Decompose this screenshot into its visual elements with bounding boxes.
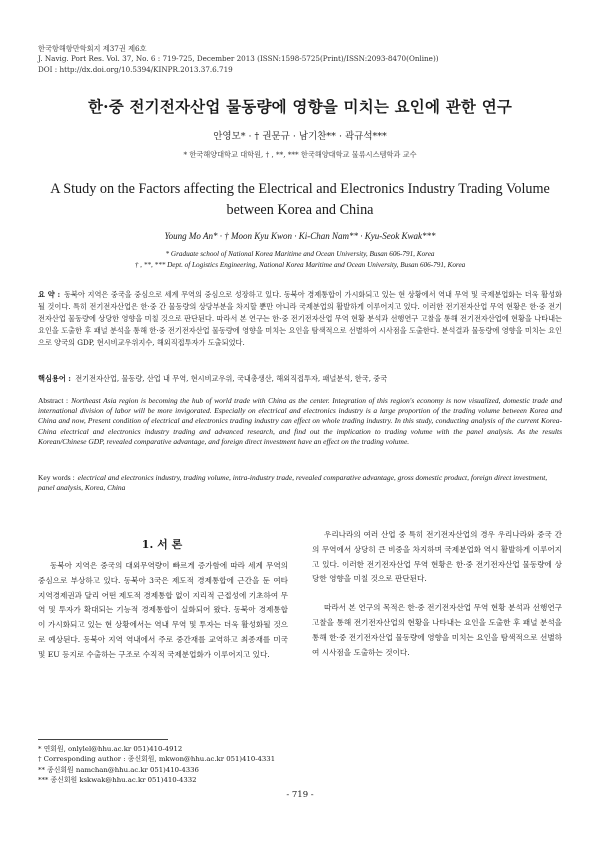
- korean-keywords-label: 핵심용어 :: [38, 374, 71, 383]
- body-paragraph: 따라서 본 연구의 목적은 한·중 전기전자산업 무역 현황 분석과 선행연구 고찰을 통해 전기전자산업의 현황을 나타내는 요인을 도출한 후 패널 분석을 통해 한·중 전기전자산업 물동량에 영향을 미치는 요인을 탐색적으로 선별하여 시사점을 도출하는 것이다.: [312, 603, 562, 657]
- journal-header-citation: J. Navig. Port Res. Vol. 37, No. 6 : 719-725, December 2013 (ISSN:1598-5725(Print)/ISSN:2093-8470(Online)): [38, 54, 439, 64]
- english-abstract-label: Abstract :: [38, 396, 69, 405]
- korean-keywords-text: 전기전자산업, 물동량, 산업 내 무역, 현시비교우위, 국내총생산, 해외직접투자, 패널분석, 한국, 중국: [75, 374, 388, 383]
- section-heading-introduction: 1. 서 론: [141, 538, 183, 551]
- footnote-item: * 연회원, onlylel@hhu.ac.kr 051)410-4912: [38, 745, 183, 753]
- korean-authors: 안영모* · † 권문규 · 남기찬** · 곽규석***: [213, 131, 387, 142]
- korean-title: 한·중 전기전자산업 물동량에 영향을 미치는 요인에 관한 연구: [87, 97, 513, 116]
- footnote-divider: [38, 739, 168, 740]
- body-paragraph: 우리나라의 여러 산업 중 특히 전기전자산업의 경우 우리나라와 중국 간의 무역에서 상당히 큰 비중을 차지하며 국제분업화 역시 활발하게 이루어지고 있다. 이러한 전기전자산업 무역 현황은 한·중 전기전자산업 물동량에 상당한 영향을 미칠 것으로 판단된다.: [312, 530, 562, 584]
- korean-affiliation: * 한국해양대학교 대학원, † , **, *** 한국해양대학교 물류시스템학과 교수: [183, 150, 417, 159]
- english-keywords-label: Key words :: [38, 473, 75, 482]
- english-affiliation: [0, 249, 600, 270]
- english-affiliation-line2: † , **, *** Dept. of Logistics Engineering, National Korea Maritime and Ocean University, Busan 606-791, Korea: [134, 260, 466, 269]
- footnote-item: † Corresponding author : 종신회원, mkwon@hhu.ac.kr 051)410-4331: [38, 755, 276, 764]
- page-number: - 719 -: [286, 790, 314, 800]
- journal-header-korean: 한국항해항만학회지 제37권 제6호: [38, 44, 147, 53]
- body-column-left: [38, 559, 288, 663]
- journal-header-doi: DOI : http://dx.doi.org/10.5394/KINPR.2013.37.6.719: [38, 64, 233, 74]
- footnote-item: *** 종신회원 kskwak@hhu.ac.kr 051)410-4332: [38, 776, 197, 785]
- english-keywords-text: electrical and electronics industry, trading volume, intra-industry trade, revealed comparative advantage, gross domestic product, foreign direct investment, panel analysis, Korea, China: [38, 473, 548, 493]
- journal-header: [38, 44, 439, 75]
- english-keywords: [38, 473, 562, 493]
- english-affiliation-line1: * Graduate school of National Korea Maritime and Ocean University, Busan 606-791, Korea: [165, 250, 435, 258]
- footnote-item: ** 종신회원 namchan@hhu.ac.kr 051)410-4336: [38, 765, 199, 774]
- english-authors: Young Mo An* · † Moon Kyu Kwon · Ki-Chan Nam** · Kyu-Seok Kwak***: [164, 231, 436, 241]
- body-column-right: [312, 528, 562, 660]
- korean-abstract-label: 요 약 :: [38, 290, 61, 299]
- english-abstract-text: Northeast Asia region is becoming the hub of world trade with China as the center. Integration of this region's economy is now visualized, domestic trade and international division of labor will be more invigorated. Especially on electrical and electronics industry is a large proportion of the trading volume between Korea and China and now, Present condition of electrical and electronics trading industry can effect on whole trading industry. In this study, conducting analysis of the current Korea-China electrical and electronics industry trading and advanced research, and find out the implication to trading volume with the panel analysis. As the results Korean/Chinese GDP, revealed comparative advantage, and foreign direct investment have an effect on the trading volume.: [38, 396, 562, 446]
- korean-abstract: [38, 289, 562, 349]
- english-title: A Study on the Factors affecting the Electrical and Electronics Industry Trading Volume between Korea and China: [50, 181, 550, 218]
- korean-keywords: [38, 373, 562, 385]
- body-paragraph: 동북아 지역은 중국의 대외무역량이 빠르게 증가함에 따라 세계 무역의 중심으로 부상하고 있다. 동북아 3국은 제도적 경제통합에 근간을 둔 여타 지역경제권과 달리 어떤 제도적 경제통합 없이 지리적 근접성에 기초하여 무역 및 투자가 확대되는 기능적 경제통합이 실화되어 왔다. 동북아 경제통합이 가시화되고 있는 현 상황에서는 역내 무역 및 투자는 더욱 활성화될 것으로 예상된다. 동북아 지역 역내에서 주로 중간재를 교역하고 최종재를 미국 및 EU 등지로 수출하는 구조로 수직적 국제분업화가 이루어지고 있다.: [38, 561, 288, 659]
- footnotes: [38, 744, 275, 786]
- english-abstract: [38, 396, 562, 447]
- korean-abstract-text: 동북아 지역은 중국을 중심으로 세계 무역의 중심으로 성장하고 있다. 동북아 경제통합이 가시화되고 있는 현 상황에서 역내 무역 및 국제분업화는 더욱 활성화될 것이다. 특히 전기전자산업은 한·중 간 물동량의 상당부분을 차지할 뿐만 아니라 국제분업의 활발하게 이루어지고 있다. 이러한 전기전자산업 무역 현황은 한·중 전기전자산업 물동량에 상당한 영향을 미칠 것으로 판단된다. 따라서 본 연구는 한·중 전기전자산업 무역 현황 분석과 선행연구 고찰을 통해 전기전자산업에 현황을 나타내는 요인을 도출한 후 패널 분석을 통해 한·중 전기전자산업 물동량에 영향을 미치는 요인을 탐색적으로 선별하여 시사점을 도출한다. 분석결과 물동량에 영향을 미치는 요인으로 양국의 GDP, 현시비교우위지수, 해외직접투자가 도출되었다.: [38, 290, 562, 347]
